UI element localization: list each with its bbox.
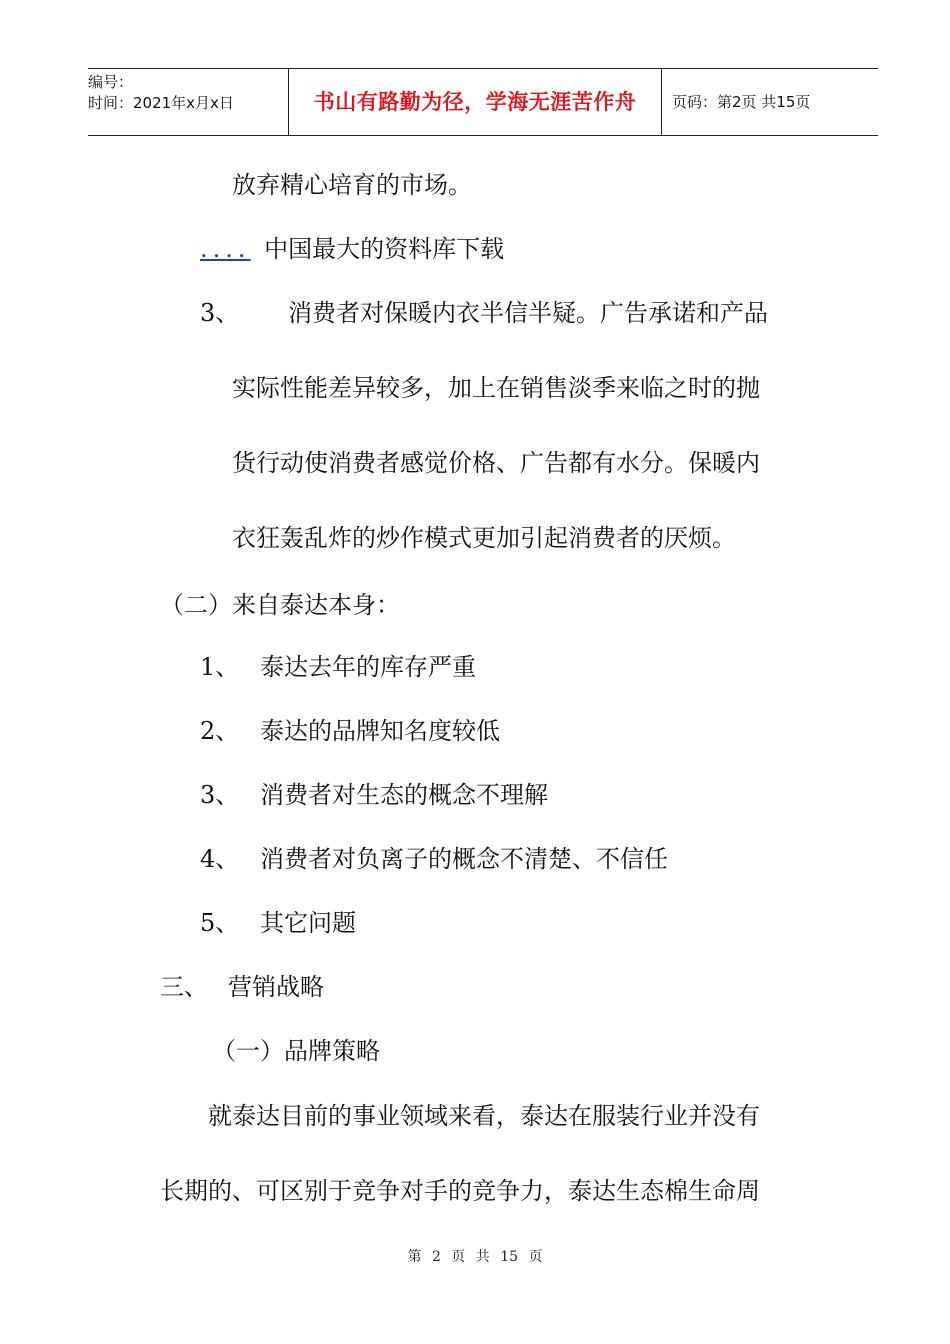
- page-header: [88, 68, 878, 136]
- page-footer: 第 2 页 共 15 页: [407, 1249, 543, 1265]
- list-number: 3、: [200, 299, 240, 327]
- list-item-text: 泰达去年的库存严重: [260, 653, 476, 681]
- paragraph-line: 放弃精心培育的市场。: [232, 171, 472, 199]
- header-motto: 书山有路勤为径，学海无涯苦作舟: [288, 69, 662, 135]
- section-heading: （二）来自泰达本身：: [160, 591, 400, 619]
- section-title: 营销战略: [228, 973, 324, 1001]
- list-number: 2、: [200, 717, 240, 745]
- paragraph-line: 就泰达目前的事业领域来看，泰达在服装行业并没有: [208, 1102, 760, 1130]
- list-item: [200, 908, 356, 938]
- download-link[interactable]: ....: [200, 235, 251, 263]
- download-link-line: [200, 234, 504, 264]
- list-item-text: 消费者对保暖内衣半信半疑。广告承诺和产品: [288, 299, 768, 327]
- header-meta: [88, 69, 288, 135]
- list-item-text: 泰达的品牌知名度较低: [260, 717, 500, 745]
- download-link-text: 中国最大的资料库下载: [264, 235, 505, 263]
- list-item: [200, 844, 668, 874]
- list-item: [200, 716, 500, 746]
- header-page-label: 页码：第2页 共15页: [672, 93, 811, 111]
- list-item: [200, 780, 548, 810]
- list-item-text: 消费者对生态的概念不理解: [260, 781, 548, 809]
- time-label: 时间：2021年x月x日: [88, 94, 234, 112]
- subsection-heading: （一）品牌策略: [212, 1037, 380, 1065]
- list-number: 5、: [200, 909, 240, 937]
- paragraph-line: 衣狂轰乱炸的炒作模式更加引起消费者的厌烦。: [232, 524, 736, 552]
- list-number: 4、: [200, 845, 240, 873]
- list-item-3-line-1: [200, 298, 768, 328]
- list-number: 1、: [200, 653, 240, 681]
- list-number: 3、: [200, 781, 240, 809]
- list-item-text: 其它问题: [260, 909, 356, 937]
- paragraph-line: 实际性能差异较多，加上在销售淡季来临之时的抛: [232, 374, 760, 402]
- paragraph-line: 货行动使消费者感觉价格、广告都有水分。保暖内: [232, 449, 760, 477]
- section-number: 三、: [160, 973, 208, 1001]
- list-item: [200, 652, 476, 682]
- list-item-text: 消费者对负离子的概念不清楚、不信任: [260, 845, 668, 873]
- code-label: 编号：: [88, 73, 134, 91]
- paragraph-line: 长期的、可区别于竞争对手的竞争力，泰达生态棉生命周: [160, 1177, 760, 1205]
- section-heading: [160, 972, 324, 1002]
